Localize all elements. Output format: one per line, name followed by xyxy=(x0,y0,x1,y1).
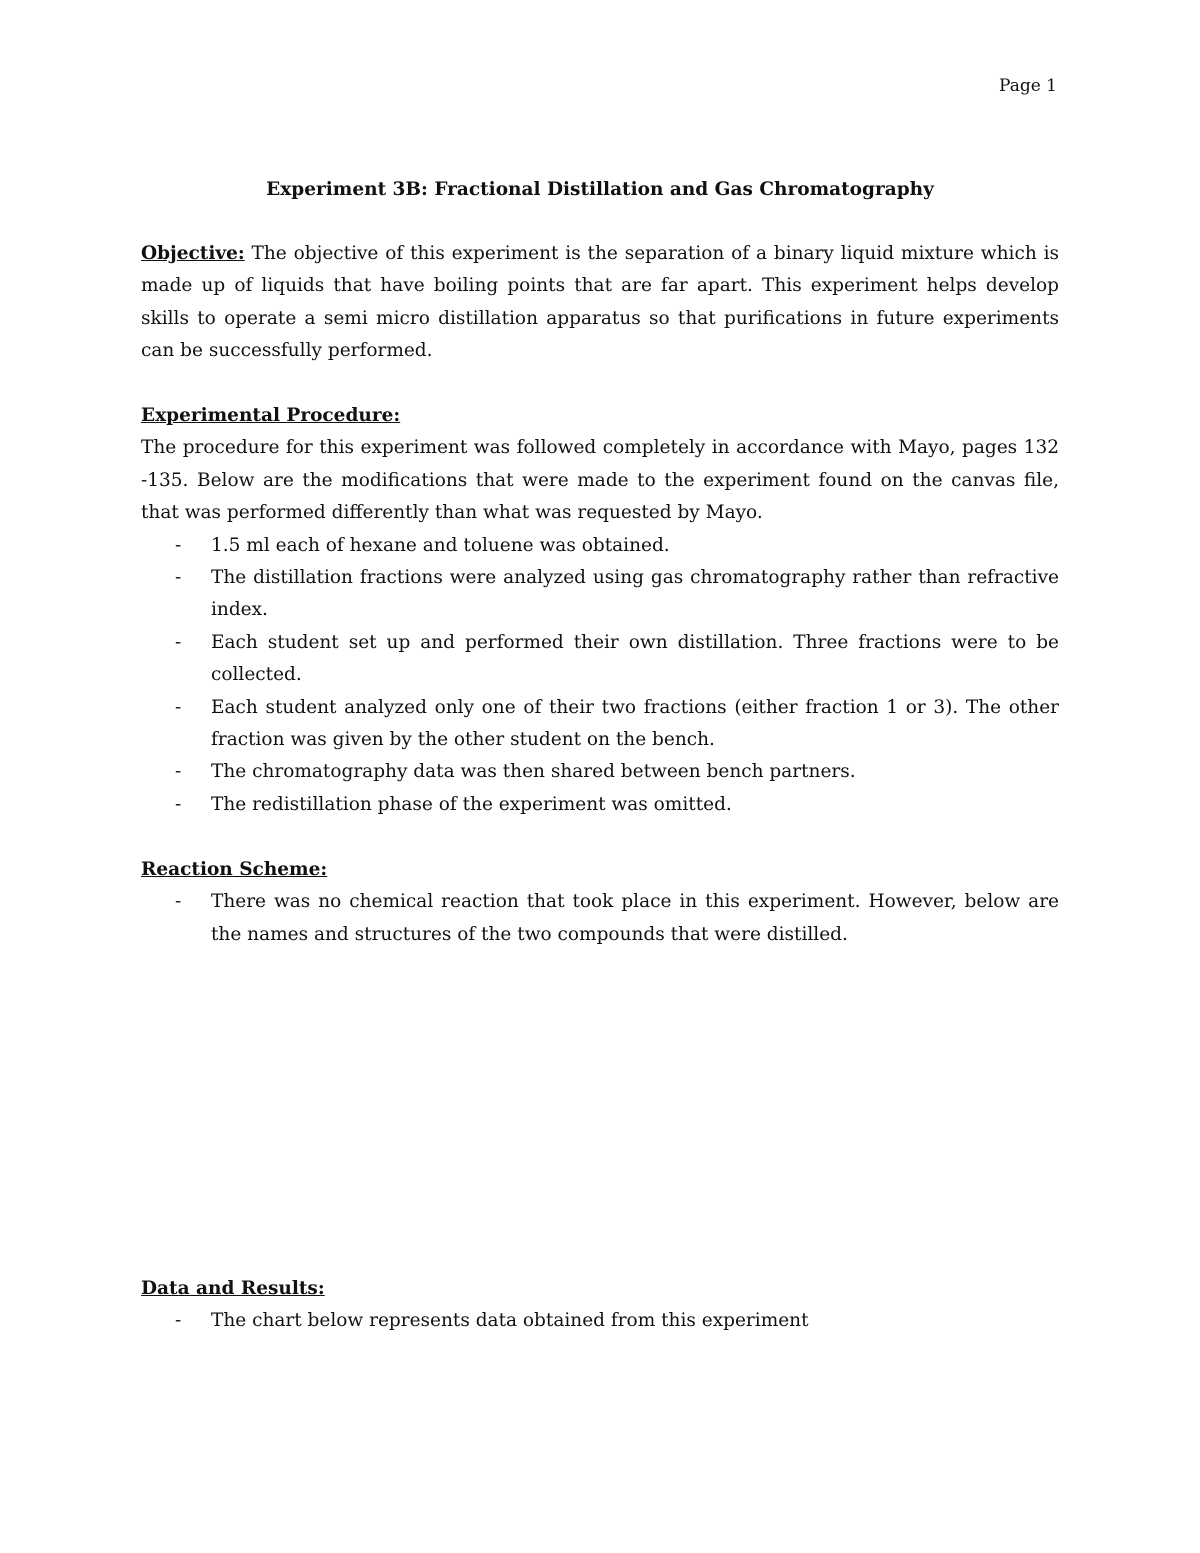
list-item xyxy=(141,1305,1059,1337)
list-item xyxy=(141,789,1059,821)
document-title: Experiment 3B: Fractional Distillation and Gas Chromatography xyxy=(266,179,934,200)
procedure-section xyxy=(141,400,1059,821)
list-item-text: Each student analyzed only one of their two fractions (either fraction 1 or 3). The other fraction was given by the other student on the bench. xyxy=(211,696,1059,751)
list-item-text: Each student set up and performed their own distillation. Three fractions were to be collected. xyxy=(211,631,1059,686)
procedure-intro: The procedure for this experiment was followed completely in accordance with Mayo, pages 132 -135. Below are the modifications that were made to the experiment found on the canvas file, that was performed differently than what was requested by Mayo. xyxy=(141,437,1059,524)
structures-blank-area xyxy=(141,951,1059,1273)
objective-heading: Objective: xyxy=(141,243,245,264)
reaction-scheme-section xyxy=(141,854,1059,951)
list-item xyxy=(141,627,1059,692)
list-item xyxy=(141,562,1059,627)
page-number: Page 1 xyxy=(999,76,1057,96)
objective-paragraph xyxy=(141,238,1059,368)
list-item-text: The chart below represents data obtained from this experiment xyxy=(211,1310,809,1332)
list-item-text: The distillation fractions were analyzed using gas chromatography rather than refractive index. xyxy=(211,567,1059,621)
procedure-heading: Experimental Procedure: xyxy=(141,405,401,427)
data-results-section xyxy=(141,1273,1059,1338)
list-item-text: There was no chemical reaction that took place in this experiment. However, below are the names and structures of the two compounds that were distilled. xyxy=(211,891,1059,945)
list-item xyxy=(141,886,1059,951)
data-results-list xyxy=(141,1305,1059,1337)
procedure-list xyxy=(141,530,1059,822)
dash-bullet: - xyxy=(175,631,182,653)
reaction-scheme-heading: Reaction Scheme: xyxy=(141,858,328,880)
list-item-text: 1.5 ml each of hexane and toluene was obtained. xyxy=(211,534,670,556)
objective-text: The objective of this experiment is the separation of a binary liquid mixture which is made up of liquids that have boiling points that are far apart. This experiment helps develop skills to operate a semi micro distillation apparatus so that purifications in future experiments can be successfully performed. xyxy=(141,243,1059,362)
dash-bullet: - xyxy=(175,696,182,718)
document-body xyxy=(141,174,1059,1338)
list-item xyxy=(141,692,1059,757)
dash-bullet: - xyxy=(175,891,182,913)
dash-bullet: - xyxy=(175,1310,182,1332)
data-results-heading: Data and Results: xyxy=(141,1277,325,1299)
dash-bullet: - xyxy=(175,534,182,556)
list-item-text: The chromatography data was then shared between bench partners. xyxy=(211,761,856,783)
objective-section xyxy=(141,238,1059,368)
list-item-text: The redistillation phase of the experiment was omitted. xyxy=(211,793,732,815)
list-item xyxy=(141,756,1059,788)
dash-bullet: - xyxy=(175,567,182,589)
dash-bullet: - xyxy=(175,761,182,783)
dash-bullet: - xyxy=(175,793,182,815)
list-item xyxy=(141,530,1059,562)
reaction-scheme-list xyxy=(141,886,1059,951)
